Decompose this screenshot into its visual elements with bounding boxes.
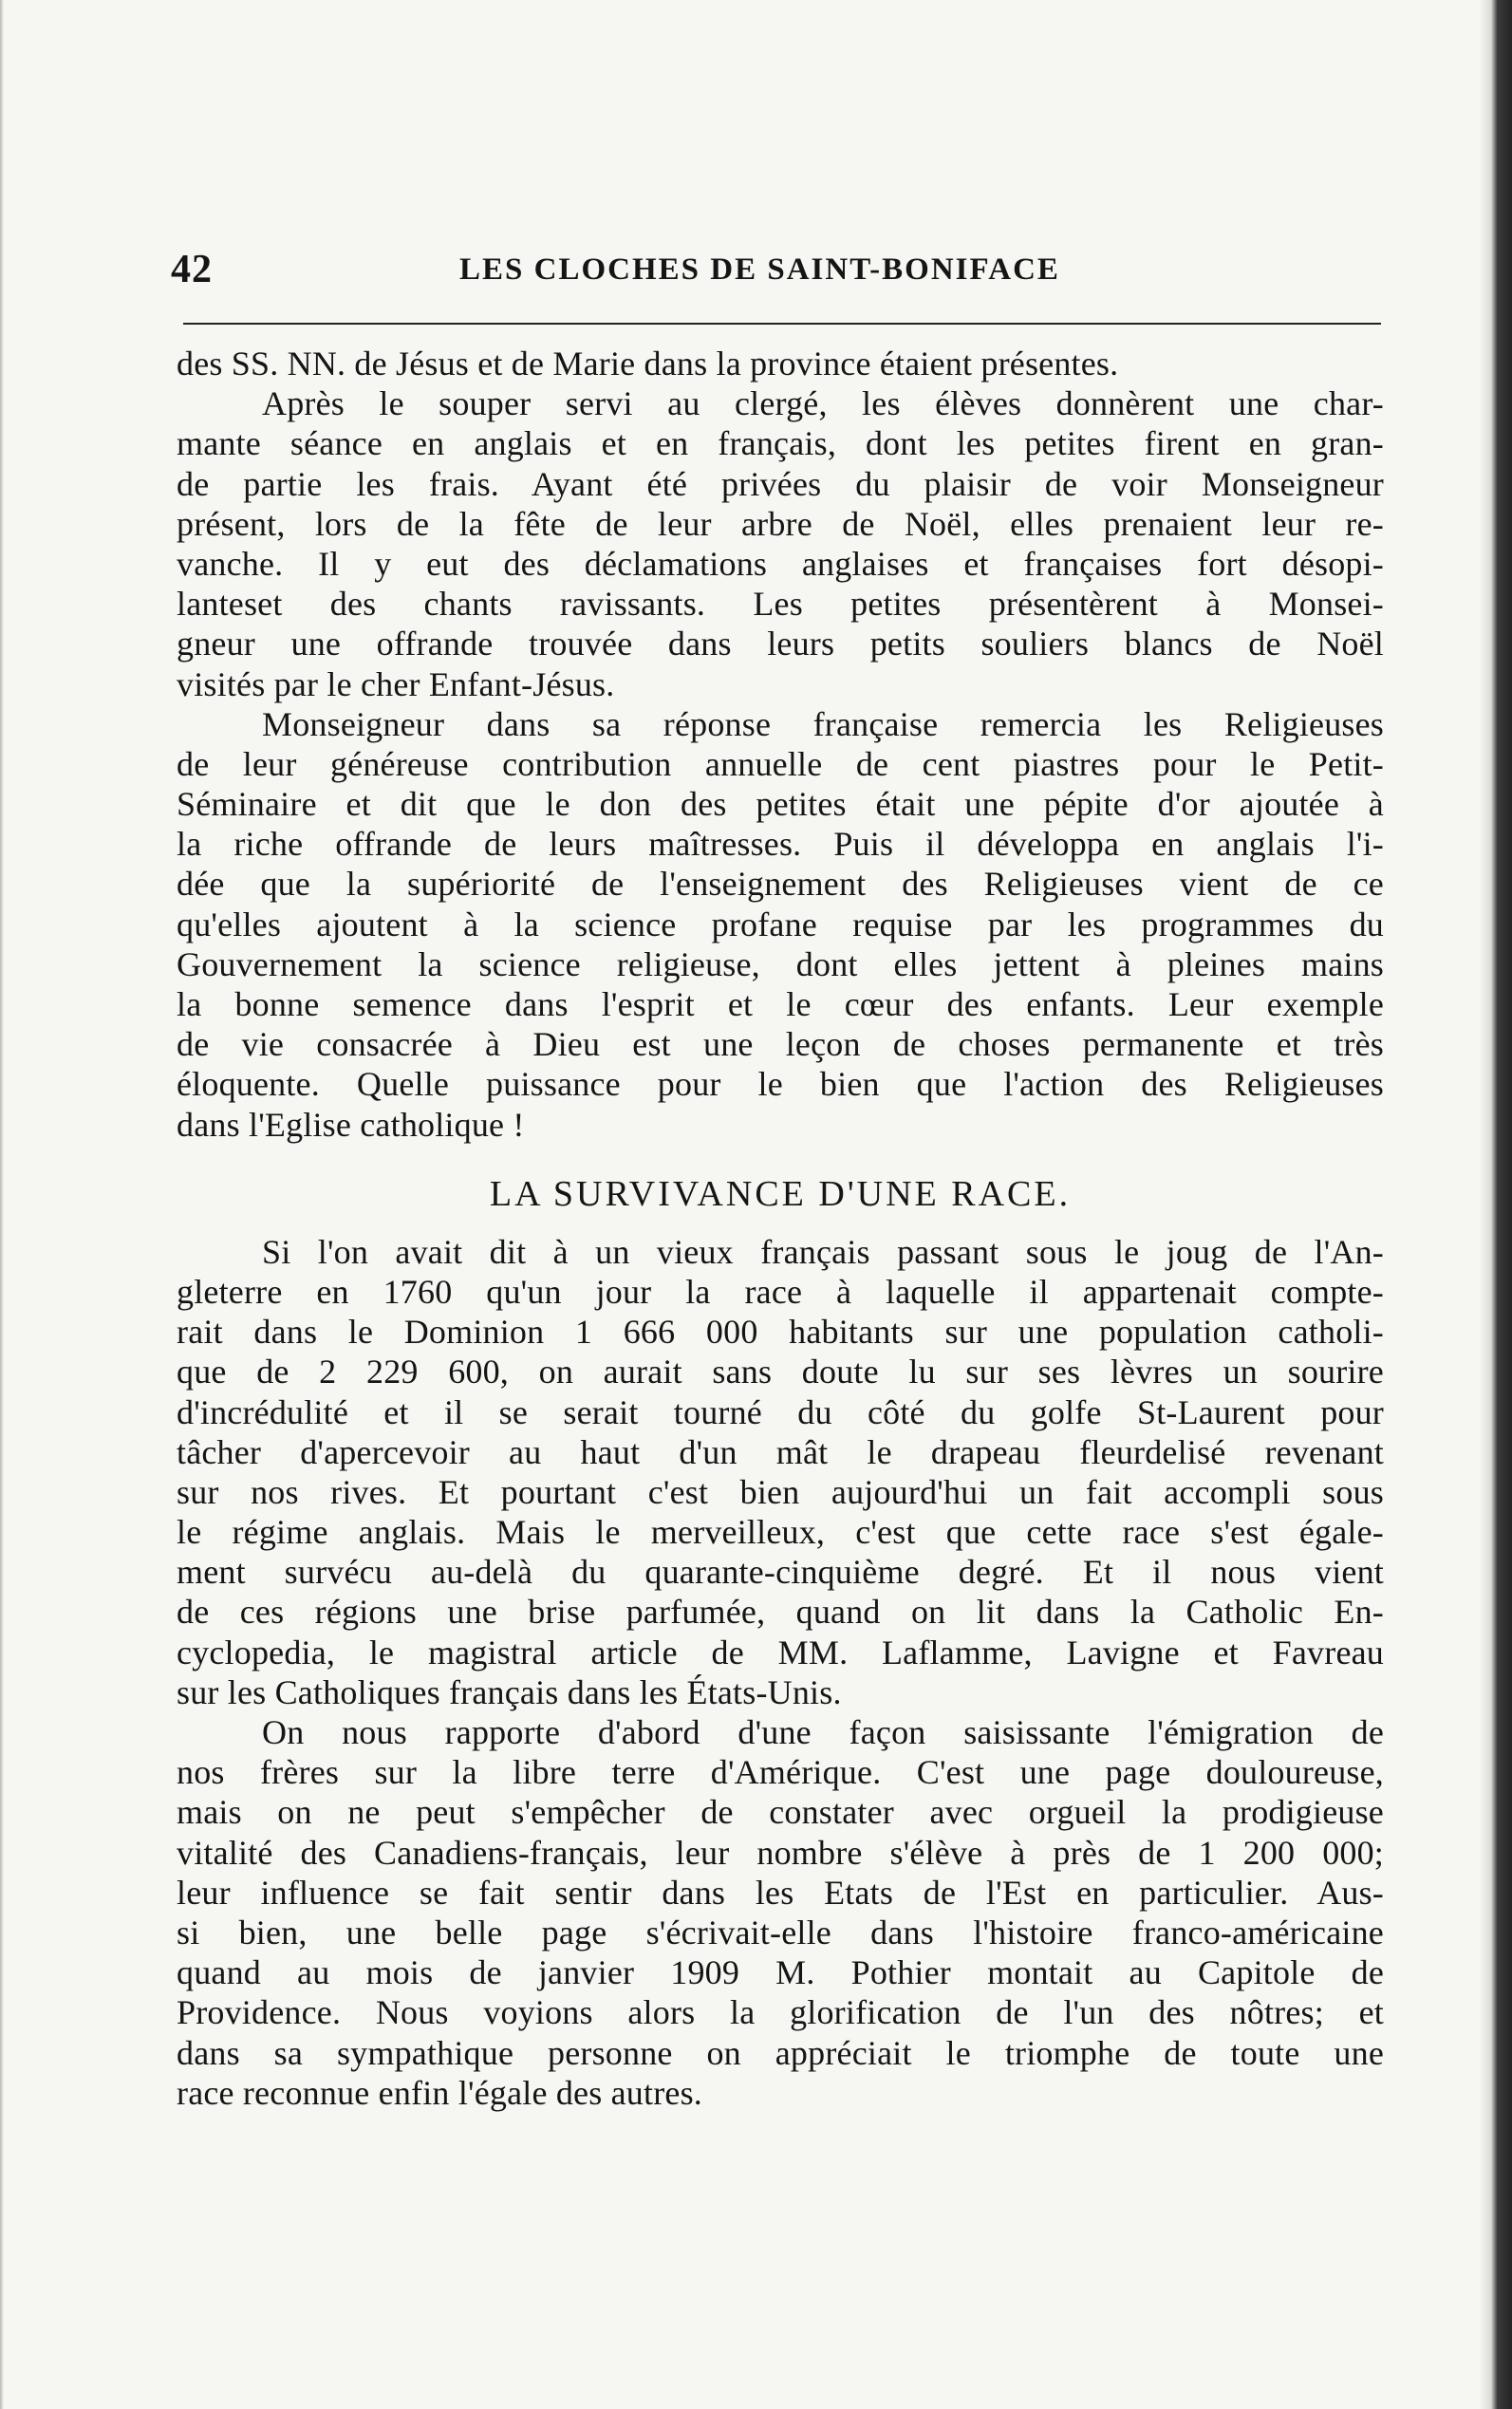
section-heading: LA SURVIVANCE D'UNE RACE. (489, 1173, 1072, 1214)
page-header (171, 247, 1386, 294)
text-line: On nous rapporte d'abord d'une façon saisissante l'émigration de (262, 1713, 1384, 1751)
text-line: présent, lors de la fête de leur arbre de Noël, elles prenaient leur re- (177, 504, 1384, 543)
text-line: cyclopedia, le magistral article de MM. Laflamme, Lavigne et Favreau (177, 1633, 1384, 1671)
text-line: tâcher d'apercevoir au haut d'un mât le drapeau fleurdelisé revenant (177, 1432, 1384, 1471)
text-line: vitalité des Canadiens-français, leur nombre s'élève à près de 1 200 000; (177, 1833, 1384, 1872)
running-title: LES CLOCHES DE SAINT-BONIFACE (459, 252, 1060, 287)
text-line: Gouvernement la science religieuse, dont elles jettent à pleines mains (177, 944, 1384, 983)
header-rule (183, 323, 1381, 325)
text-line: éloquente. Quelle puissance pour le bien que l'action des Religieuses (177, 1065, 1384, 1104)
text-line: le régime anglais. Mais le merveilleux, c'est que cette race s'est égale- (177, 1513, 1384, 1552)
text-line: Monseigneur dans sa réponse française remercia les Religieuses (262, 704, 1384, 743)
text-line: mante séance en anglais et en français, dont les petites firent en gran- (177, 424, 1384, 463)
text-line: vanche. Il y eut des déclamations anglaises et françaises fort désopi- (177, 544, 1384, 583)
text-line: sur nos rives. Et pourtant c'est bien aujourd'hui un fait accompli sous (177, 1472, 1384, 1511)
text-line: nos frères sur la libre terre d'Amérique. C'est une page douloureuse, (177, 1753, 1384, 1792)
text-line: leur influence se fait sentir dans les Etats de l'Est en particulier. Aus- (177, 1873, 1384, 1912)
text-line: d'incrédulité et il se serait tourné du côté du golfe St-Laurent pour (177, 1392, 1384, 1431)
text-line: qu'elles ajoutent à la science profane requise par les programmes du (177, 905, 1384, 943)
body-text (177, 344, 1384, 2113)
text-line: dée que la supériorité de l'enseignement des Religieuses vient de ce (177, 865, 1384, 904)
text-line: la bonne semence dans l'esprit et le cœur des enfants. Leur exemple (177, 985, 1384, 1023)
text-line: ment survécu au-delà du quarante-cinquième degré. Et il nous vient (177, 1553, 1384, 1592)
text-line: de vie consacrée à Dieu est une leçon de choses permanente et très (177, 1025, 1384, 1064)
page-left-edge (0, 0, 4, 2409)
text-line: de leur généreuse contribution annuelle de cent piastres pour le Petit- (177, 744, 1384, 783)
text-line: rait dans le Dominion 1 666 000 habitants sur une population catholi- (177, 1313, 1384, 1352)
text-line: Après le souper servi au clergé, les élèves donnèrent une char- (262, 384, 1384, 423)
text-line: de ces régions une brise parfumée, quand on lit dans la Catholic En- (177, 1593, 1384, 1632)
text-line: Séminaire et dit que le don des petites était une pépite d'or ajoutée à (177, 785, 1384, 824)
text-line: si bien, une belle page s'écrivait-elle dans l'histoire franco-américaine (177, 1913, 1384, 1951)
page-number: 42 (171, 248, 213, 291)
text-line: gleterre en 1760 qu'un jour la race à laquelle il appartenait compte- (177, 1272, 1384, 1311)
page-binding-edge (1480, 0, 1512, 2409)
text-line: visités par le cher Enfant-Jésus. (177, 664, 615, 703)
text-line: de partie les frais. Ayant été privées du plaisir de voir Monseigneur (177, 464, 1384, 503)
text-line: mais on ne peut s'empêcher de constater avec orgueil la prodigieuse (177, 1793, 1384, 1832)
text-line: gneur une offrande trouvée dans leurs petits souliers blancs de Noël (177, 625, 1384, 663)
text-line: que de 2 229 600, on aurait sans doute lu sur ses lèvres un sourire (177, 1353, 1384, 1391)
text-line: la riche offrande de leurs maîtresses. Puis il développa en anglais l'i- (177, 825, 1384, 864)
text-line: Providence. Nous voyions alors la glorification de l'un des nôtres; et (177, 1993, 1384, 2032)
text-line: dans l'Eglise catholique ! (177, 1105, 525, 1144)
text-line: race reconnue enfin l'égale des autres. (177, 2073, 702, 2112)
text-line: des SS. NN. de Jésus et de Marie dans la province étaient présentes. (177, 345, 1119, 383)
text-line: lanteset des chants ravissants. Les petites présentèrent à Monsei- (177, 585, 1384, 624)
text-line: dans sa sympathique personne on appréciait le triomphe de toute une (177, 2033, 1384, 2072)
text-line: sur les Catholiques français dans les États-Unis. (177, 1672, 842, 1711)
text-line: Si l'on avait dit à un vieux français passant sous le joug de l'An- (262, 1232, 1384, 1271)
text-line: quand au mois de janvier 1909 M. Pothier montait au Capitole de (177, 1953, 1384, 1992)
